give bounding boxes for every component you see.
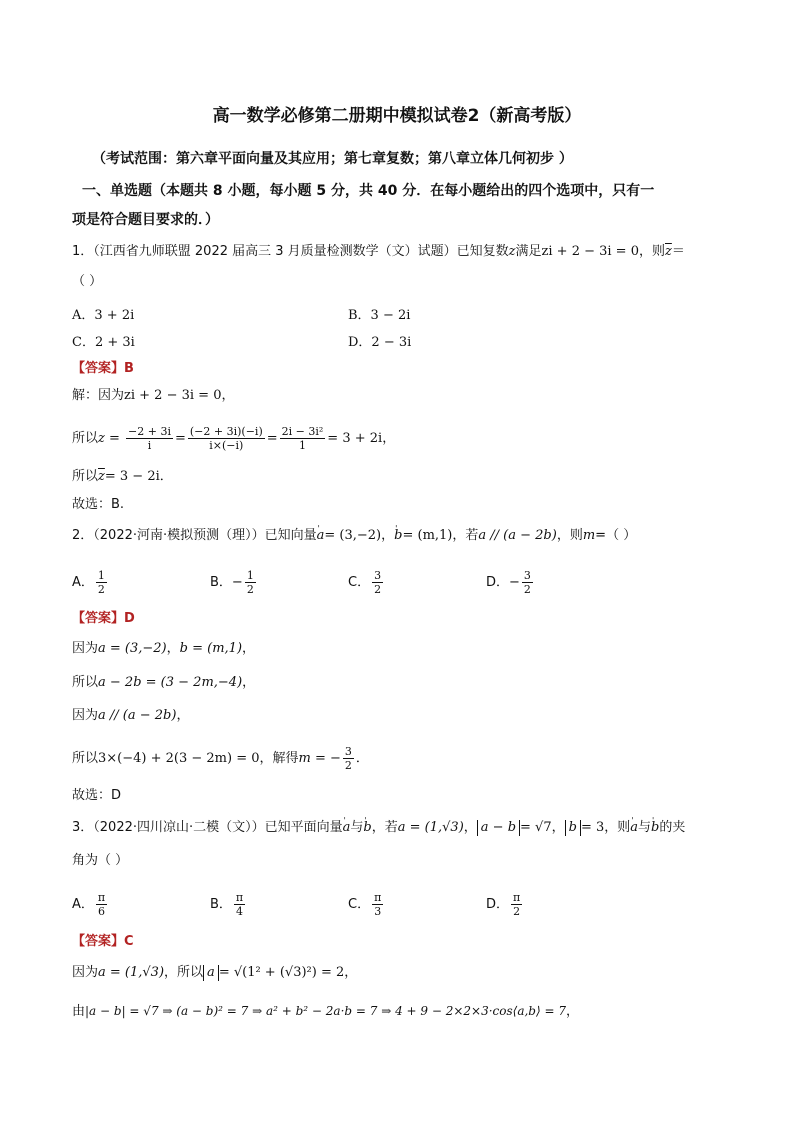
- fraction: $\frac{(-2 + 3i)(-i)}{i\times(-i)}$: [189, 425, 263, 452]
- q2-solution-line3: 因为a // (a − 2b)，: [72, 708, 190, 723]
- q2-solution-line4: 所以3×(−4) + 2(3 − 2m) = 0，解得m = − $\frac{3}{2}$ ．: [72, 745, 369, 772]
- q1-solution-line1: 解：因为zi + 2 − 3i = 0，: [72, 388, 235, 403]
- q1-solution-line2: 所以z = $\frac{-2 + 3i}{i}$ = $\frac{(-2 + 3i)(-i)}{i\times(-i)}$ = $\frac{\text{2i − 3i²}}{1}$ = 3 + 2i，: [72, 425, 396, 452]
- q3-stem-line2: 角为（ ）: [72, 853, 129, 868]
- section-heading-line1: 一、单选题（本题共 8 小题，每小题 5 分，共 40 分．在每小题给出的四个选项中，只有一: [82, 183, 655, 199]
- q3-solution-line1: 因为a = (1,√3)，所以 a = √(1² + (√3)²) = 2，: [72, 965, 358, 980]
- q2-answer: 【答案】D: [72, 611, 135, 626]
- q1-option-d: D．2 − 3i: [348, 335, 412, 350]
- q2-option-b: B．− $\frac{1}{2}$: [210, 569, 254, 596]
- q3-solution-line2: 由|a − b| = √7 ⇒ (a − b)² = 7 ⇒ a² + b² − 2a·b = 7 ⇒ 4 + 9 − 2×2×3·cos⟨a,b⟩ = 7，: [72, 1004, 579, 1019]
- q3-stem: 3．（2022·四川凉山·二模（文））已知平面向量' a与' b，若a = (1,√3)， a − b = √7， b = 3，则' a与' b的夹: [72, 820, 685, 836]
- q1-solution-line3: 所以$\overline{z}= 3 - 2i$．: [72, 469, 173, 484]
- q3-option-a: A． $\frac{\pi}{6}$: [72, 891, 106, 918]
- q3-option-c: C． $\frac{\pi}{3}$: [348, 891, 382, 918]
- q3-answer: 【答案】C: [72, 934, 134, 949]
- fraction: $\frac{3}{2}$: [344, 745, 352, 772]
- fraction: $\frac{3}{2}$: [523, 569, 531, 596]
- fraction: $\frac{\pi}{6}$: [97, 891, 106, 918]
- q3-option-b: B． $\frac{\pi}{4}$: [210, 891, 244, 918]
- fraction: $\frac{\pi}{4}$: [235, 891, 244, 918]
- fraction: $\frac{\pi}{2}$: [513, 891, 521, 918]
- q2-option-d: D．− $\frac{3}{2}$: [486, 569, 531, 596]
- fraction: $\frac{\text{2i − 3i²}}{1}$: [281, 425, 324, 452]
- q2-option-a: A． $\frac{1}{2}$: [72, 569, 105, 596]
- fraction: $\frac{1}{2}$: [97, 569, 105, 596]
- fraction: $\frac{-2 + 3i}{i}$: [128, 425, 171, 452]
- q2-option-c: C． $\frac{3}{2}$: [348, 569, 382, 596]
- q1-stem: 1．（江西省九师联盟 2022 届高三 3 月质量检测数学（文）试题）已知复数z满足zi + 2 − 3i = 0，则$\overline{z}=$: [72, 244, 685, 259]
- q2-solution-line1: 因为a = (3,−2)，b = (m,1)，: [72, 641, 256, 656]
- fraction: $\frac{3}{2}$: [374, 569, 382, 596]
- q2-choice: 故选：D: [72, 788, 122, 803]
- exam-scope: （考试范围：第六章平面向量及其应用；第七章复数；第八章立体几何初步 ）: [92, 151, 573, 167]
- q1-answer: 【答案】B: [72, 361, 134, 376]
- q1-blank: （ ）: [72, 274, 103, 289]
- q2-solution-line2: 所以a − 2b = (3 − 2m,−4)，: [72, 675, 256, 690]
- q1-option-a: A．3 + 2i: [72, 308, 135, 323]
- section-heading-line2: 项是符合题目要求的．）: [72, 212, 219, 228]
- fraction: $\frac{\pi}{3}$: [374, 891, 382, 918]
- q1-option-c: C．2 + 3i: [72, 335, 135, 350]
- q2-stem: 2．（2022·河南·模拟预测（理））已知向量' a= (3,−2)，' b= (m,1)，若a // (a − 2b)，则m=（ ）: [72, 528, 636, 544]
- page-title: 高一数学必修第二册期中模拟试卷2（新高考版）: [212, 106, 582, 126]
- fraction: $\frac{1}{2}$: [246, 569, 254, 596]
- q1-choice: 故选：B.: [72, 497, 125, 512]
- q1-option-b: B．3 − 2i: [348, 308, 411, 323]
- q3-option-d: D． $\frac{\pi}{2}$: [486, 891, 521, 918]
